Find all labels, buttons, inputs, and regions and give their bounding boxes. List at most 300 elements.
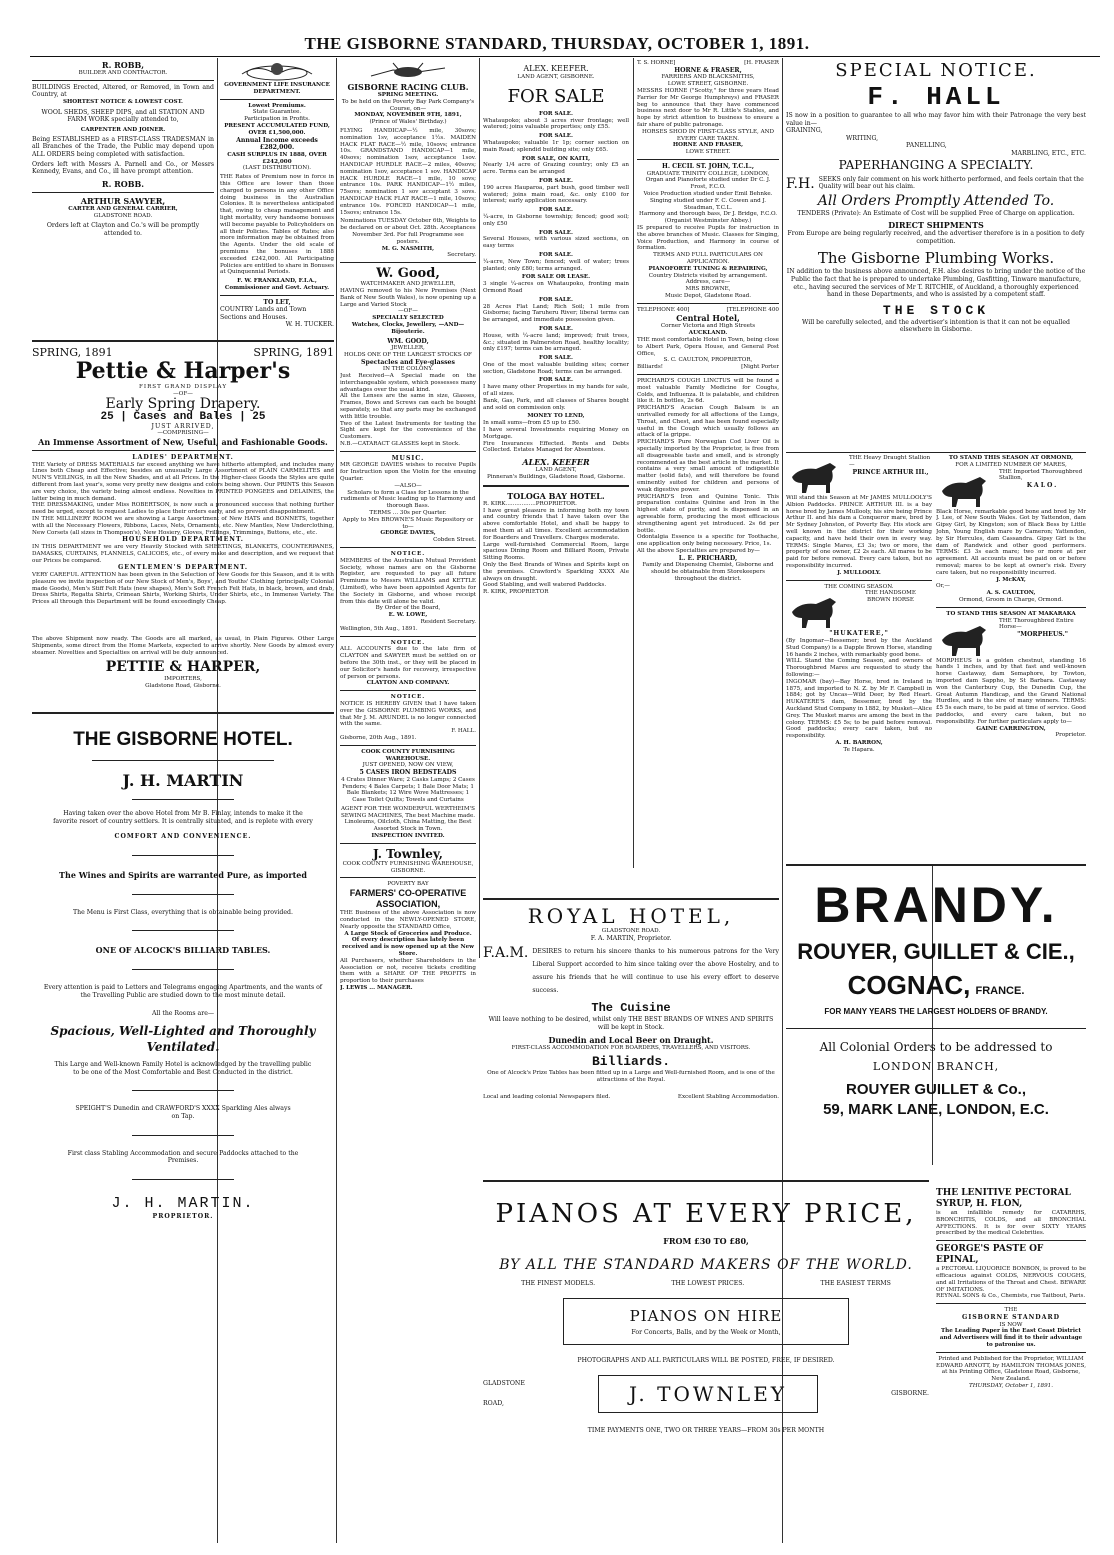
masthead-rule [30,56,1100,57]
prichard-text: All the above Specialties are prepared by— [637,547,760,554]
prichard-text: PRICHARD'S Pure Norwegian Cod Liver Oil is specially imported by the Proprietor, is free from all disagreeable taste and smell, and is strongly recommended as the best article in the market. It contains a very small amount of indigestible matter (solid fats), and will therefore be found eminently suited for children and persons of weak digestive power. [637,439,779,493]
listing-heading: FOR SALE OR LEASE. [521,274,591,281]
good-text: HAVING removed to his New Premises (Next Bank of New South Wales), is now opening up a Large and Varied Stock [340,287,476,308]
pa-intro: THE Heavy Draught Stallion— [849,455,931,468]
notice-signature: F. HALL. [451,728,476,735]
column-4 [637,60,779,870]
ch-porter: [Night Porter [741,364,779,371]
good-selected: SPECIALLY SELECTED [372,315,444,322]
brandy-holders: FOR MANY YEARS THE LARGEST HOLDERS OF BRANDY. [824,1007,1048,1016]
pianos-ad [483,1188,929,1540]
tolet-title: TO LET, [263,298,291,306]
brandy-address: 59, MARK LANE, LONDON, E.C. [823,1101,1049,1118]
brandy-title: BRANDY. [814,877,1058,933]
kalo-address: Ormond, Groom in Charge, Ormond. [958,596,1064,603]
tologa-signature: R. KIRK, PROPRIETOR [483,589,549,596]
column-rule [633,58,634,868]
ch-city: AUCKLAND. [688,330,728,337]
keefer-address: Pinneran's Buildings, Gladstone Road, Gisborne. [487,474,625,481]
horse-icon [786,457,844,495]
pa-title: PRINCE ARTHUR III., [852,468,929,476]
listing-text: Whataupoko; about 3 acres river frontage; well watered; joins valuable properties; only £55. [483,117,629,131]
ladies-heading: LADIES' DEPARTMENT. [132,453,234,461]
townley-title: J. Townley, [373,846,443,861]
coop-signature: J. LEWIS ... MANAGER. [340,985,413,992]
kalo-subtitle: FOR A LIMITED NUMBER OF MARES, [955,461,1067,468]
music-terms: TERMS ... 30s per Quarter. [369,510,447,517]
keefer-title: ALEX. KEEFER. [523,64,589,73]
column-rule [336,58,337,1543]
brandy-firm: ROUYER, GUILLET & CIE., [797,939,1075,964]
huk-title: THE COMING SEASON. [824,583,894,590]
pianos-hire-sub: For Concerts, Balls, and by the Week or Month, [631,1328,781,1336]
govt-body: THE Rates of Premium now in force in this Office are lower than those charged to persons in any other Office doing business in the Australian Colonies. It is nevertheless anticipated that, owing to cheap management and light mortality, very handsome bonuses will become payable to Policyholders on all their Policies. Tables of Rates; also more information may be obtained from the Agents. Under the old scale of premiums the bonuses in 1888 exceeded £242,000. All Participating Policies are entitled to share in Bonuses at Quinquennial Periods. [220,174,334,276]
good-colony: IN THE COLONY. [382,366,434,373]
ch-subtitle: Corner Victoria and High Streets [660,323,756,330]
hotel-title: THE GISBORNE HOTEL. [73,729,293,750]
listing-heading: FOR SALE. [539,325,573,332]
good-text: All the Lenses are the same in size, Glasses, Frames, Bows and Screws can each be bought separately, so that any parts may be exchanged with little trouble. [340,393,476,420]
good-title: W. Good, [376,266,440,282]
prince-hukatere-column [786,455,932,860]
ch-text: THE most comfortable Hotel in Town, being close to Albert Park, Opera House, and General Post Office, [637,337,779,357]
listing-heading: FOR SALE. [539,110,573,117]
hf-signature: HORNE AND FRASER, [672,142,744,149]
huk-subtitle: THE HANDSOME [865,590,916,597]
royal-text: DESIRES to return his sincere thanks to his numerous patrons for the Very Liberal Support accorded to him since taking over the above Hostelry, and to assure his friends that he will continue to use his every effort to deserve success. [532,948,779,995]
royal-title: ROYAL HOTEL, [527,904,735,928]
racing-nominations: Nominations TUESDAY October 6th, Weights to be declared on or about Oct. 28th. Acceptances November 3rd. For full Programme see posters. [340,218,476,245]
cecil-text: Harmony and thorough bass, Dr J. Bridge, F.C.O. (Organist Westminster Abbey.) [638,211,778,225]
gentlemen-text: VERY CAREFUL ATTENTION has been given in the Selection of New Goods for this Season, and it is with pleasure we invite inspection of our New Stock of Men's, Boys', and Youths' Clothing (principally Colonial made Goods), Men's Stiff Felt Hats (new shapes), Men's Soft French Felt Hats, in black, brown, and drab, Dress Shirts, Regatta Shirts, Crimean Shirts, Working Shirts, Under Shirts, etc., in Immense Variety. The Prices all through this Department will be found exceedingly Cheap. [32,571,334,606]
george-signature: REYNAL SONS & Co., Chemists, rue Taitbout, Paris. [936,1293,1086,1300]
cecil-text: Voice Production studied under Emil Behnke. [643,190,773,197]
pianos-hire: PIANOS ON HIRE [629,1306,783,1325]
huk-text: INGOMAR (bay)—Bay Horse, bred in Ireland in 1875, and imported to N. Z. by Mr F. Campbell in 1884; got by Uncas—Wild Deer, by Red Heart. HUKATERE'S dam, Bessemer, bred by the Auckland Stud Company in 1882, by Musket—Alice Grey. The Musket mares are among the best in the colony. TERMS: £5 5s; to be paid before removal. Good paddocks; every care taken, but no responsibility. [786,678,932,740]
sawyer-subtitle: CARTER AND GENERAL CARRIER, [68,205,178,212]
hall-initials: F.H. [786,175,815,192]
lenitive-text: is an infallible remedy for CATARRHS, BRONCHITIS, COLDS, and all BRONCHIAL AFFECTIONS. It is for over SIXTY YEARS prescribed by the medical Celebrities. [936,1210,1086,1237]
standard-title: GISBORNE STANDARD [962,1313,1060,1321]
racing-programme: FLYING HANDICAP—½ mile, 30sovs; nomination 1sv, acceptance 1½s. MAIDEN HACK FLAT RACE—½ mile, 10sovs; entrance 10s. GRANDSTAND HANDICAP—1 mile, 40sovs; nomination 1sov, acceptance 1sov. HANDICAP HURDLE RACE—2 miles, 40sovs; nomination 1sov, acceptance 1 sov. HANDICAP HACK HURDLE RACE—1 mile, 10 sovs; entrance 10s. PARK HANDICAP—1½ miles, 75sovs; nomination 1 sov acceptant 3 sovs. HANDICAP HACK FLAT RACE—1 mile, 10sovs; entrance 10s. FORCED HANDICAP—1 mile, 15sovs; entrance 15s. [340,127,476,216]
huk-address: Te Hapara. [843,746,875,753]
hotel-menu: The Menu is First Class, everything that is obtainable being provided. [73,908,293,916]
notice-date: Gisborne, 20th Aug., 1891. [340,734,417,741]
hall-tenders: TENDERS (Private): An Estimate of Cost will be supplied Free of Charge on application. [797,209,1075,217]
tolet-signature: W. H. TUCKER. [285,321,334,329]
hotel-proprietor-label: PROPRIETOR. [152,1212,214,1220]
hall-service: MARBLING, ETC., ETC. [1011,149,1086,157]
townley-subtitle: COOK COUNTY FURNISHING WAREHOUSE, GISBORNE. [342,860,474,874]
pettie-immense: An Immense Assortment of New, Useful, and Fashionable Goods. [38,436,328,447]
brandy-france: FRANCE. [975,985,1025,997]
robb-ad [32,60,214,345]
good-items: Watches, Clocks, Jewellery, —AND— Bijouterie. [351,321,465,335]
section-rule [786,452,1086,453]
imprint: Printed and Published for the Proprietor, WILLIAM EDWARD ARNOTT, by HAMILTON THOMAS JONES, at his Printing Office, Gladstone Road, Gisborne, New Zealand. [936,1355,1086,1383]
listing-heading: FOR SALE. [539,177,573,184]
listing-heading: FOR SALE. [539,296,573,303]
kalo-signature: J. McKAY, [996,576,1026,583]
coop-title: FARMERS' CO-OPERATIVE ASSOCIATION, [349,888,467,910]
hotel-stabling: First class Stabling Accommodation and secure Paddocks attached to the Premises. [67,1149,299,1165]
hall-title: F. HALL [867,82,1005,112]
pettie-harper-ad [32,346,334,634]
pianos-title: PIANOS AT EVERY PRICE, [495,1199,917,1229]
robb-text: Orders left with Messrs A. Parnell and Co., or Messrs Kennedy, Evans, and Co., ill have prompt attention. [32,160,214,176]
good-text: Two of the Latest Instruments for testing the Sight are kept for the convenience of the Customers. [340,420,476,441]
kalo-name: KALO. [1026,482,1059,490]
cook-opened: JUST OPENED, NOW ON VIEW, [362,762,454,769]
listing-text: Whataupoko; valuable 1r 1p; corner section on main Road; splendid building site; only £65. [483,139,629,153]
listing-heading: FOR SALE. [539,377,573,384]
listing-text: In small sums—from £5 up to £50. [483,420,581,427]
pettie-subtitle: FIRST GRAND DISPLAY [138,384,228,390]
millinery-text: IN THE MILLINERY ROOM we are showing a Large Assortment of New HATS and BONNETS, together with all the Necessary Flowers, Ribbons, Laces, Nets, Ornaments, etc. New Mantles, New Underclothing, New Corsets (all sizes in Thompson's), New Hosiery, Gloves, Frillings, Trimmings, Buttons, etc., etc. [32,515,334,536]
racing-emblem-icon [363,60,453,82]
hf-partner: [H. FRASER [744,60,779,66]
listing-text: I have many other Properties in my hands for sale, of all sizes. [483,384,629,398]
kalo-intro: THE Imported Thoroughbred Stallion, [999,468,1083,482]
keefer-listings [483,111,629,454]
pettie-early: Early Spring Drapery. [105,395,261,412]
pianos-feature: THE FINEST MODELS. [521,1280,596,1287]
cook-title: COOK COUNTY FURNISHING WAREHOUSE. [361,748,455,762]
spring-label: SPRING, 1891 [253,346,334,359]
section-rule [32,340,334,342]
kalo-or: Or,— [936,583,951,590]
hall-service: PANELLING, [906,142,947,150]
royal-beer: Dunedin and Local Beer on Draught. [548,1034,714,1045]
racing-text: To be held on the Poverty Bay Park Company's Course, on— [341,98,475,112]
column-2 [340,60,476,1542]
hotel-signature: J. H. MARTIN. [111,1194,255,1212]
govt-line: Annual Income exceeds £282,000. [236,136,318,152]
hf-partner: T. S. HORNE] [637,60,676,66]
govt-signature: F. W. FRANKLAND, F.I.A., Commissioner and Govt. Actuary. [224,278,330,291]
kalo-text: Black Horse, remarkable good bone and bred by Mr J. Lee, of New South Wales. Got by Yattendon, dam Gipsy Girl, by Kingston; son of Black Bess by Little John, Young English mare by Cameron; Yattendon, by Sir Hercules, dam Cassandra. Gipsy Girl is the dam of Randwick and other good performers. TERMS: £3 3s each mare; two or more at per agreement. All accounts must be paid on or before removal; mares to be kept at owner's risk. Every care taken, but no responsibility incurred. [936,508,1086,576]
cecil-text: Singing studied under F. C. Cowen and J. Steadman, T.C.L. [649,197,767,211]
cecil-address-label: Address, care— [685,279,731,286]
prichard-text: PRICHARD'S COUGH LINCTUS will be found a most valuable Family Medicine for Coughs, Colds, and Influenza. It is palatable, and children like it. In bottles, 2s 6d. [637,378,779,405]
music-text: Scholars to form a Class for Lessons in the rudiments of Music leading up to Harmony and thorough Bass. [340,489,476,510]
lenitive-title: THE LENITIVE PECTORAL SYRUP, H. FLON, [936,1188,1071,1209]
hotel-ales: SPEIGHT'S Dunedin and CRAWFORD'S XXXX Sparkling Ales always on Tap. [75,1105,291,1120]
robb-subtitle: BUILDER AND CONTRACTOR. [78,70,168,76]
robb-text: WOOL SHEDS, SHEEP DIPS, and all STATION AND FARM WORK specially attended to, [41,108,205,124]
pianos-feature: THE LOWEST PRICES. [671,1280,745,1287]
listing-text: 3 single ¼-acres on Whataupoko, fronting main Ormond Road [483,281,629,294]
pettie-of: —OF— [173,390,193,397]
racing-signature: M. G. NASMITH, [381,245,435,252]
music-address: Cobden Street. [433,537,476,544]
listing-heading: FOR SALE. [539,355,573,362]
music-also: —ALSO— [394,482,422,489]
racing-title: GISBORNE RACING CLUB. [347,82,469,92]
prichard-text: PRICHARD'S Iron and Quinine Tonic. This preparation contains Quinine and Iron in the highest state of purity, and is dispensed in an agreeable form, producing the most efficacious strengthening agent yet introduced. 2s 6d per bottle. [637,493,779,534]
hall-direct: DIRECT SHIPMENTS [888,220,984,231]
tologa-title: TOLOGA BAY HOTEL. [507,490,605,501]
cecil-terms: TERMS AND FULL PARTICULARS ON APPLICATION. [653,252,763,265]
huk-text: WILL Stand the Coming Season, and owners of Thoroughbred Mares are requested to study the following:— [786,658,932,678]
cecil-subtitle: GRADUATE TRINITY COLLEGE, LONDON, [646,170,770,177]
huk-text: (By Ingomar—Bessemer; bred by the Auckland Stud Company) is a Dapple Brown Horse, standing 16 hands 2 inches, with remarkably good bone. [786,637,932,658]
masthead: THE GISBORNE STANDARD, THURSDAY, OCTOBER 1, 1891. [304,34,810,53]
music-signature: GEORGE DAVIES, [380,530,436,537]
prichard-text: Odontalgia Essence is a specific for Toothache, one application only being necessary. Price, 1s. [637,534,779,548]
pettie-comprising: —COMPRISING— [157,430,209,437]
section-rule [483,898,779,900]
plumbing-text: IN addition to the business above announced, F.H. also desires to bring under the notice of the Public the fact that he is prepared to undertake Plumbing, Gasfitting, Tinware manufacture, etc., having secured the services of Mr T. RITCHIE, of Auckland, a thoroughly experienced hand in these Departments, and who is assisted by a competent staff. [786,268,1086,299]
royal-accommodation: FIRST-CLASS ACCOMMODATION FOR BOARDERS, TRAVELLERS, AND VISITORS. [511,1044,751,1051]
pianos-road: ROAD, [483,1399,504,1407]
pianos-gladstone: GLADSTONE [483,1380,525,1388]
royal-cuisine: The Cuisine [591,1001,671,1016]
notice-role: Resident Secretary. [420,618,476,625]
racing-text: (Prince of Wales' Birthday.) [369,119,447,126]
household-text: IN THIS DEPARTMENT we are very Heavily Stocked with SHEETINGS, BLANKETS, COUNTERPANES, DAMASKS, CURTAINS, FLANNELS, CALICOES, etc., of every make and description, and we request that our Prices be compared. [32,543,334,564]
cook-agent: AGENT FOR THE WONDERFUL WERTHEIM'S SEWING MACHINES, The best Machine made. [340,805,476,819]
household-heading: HOUSEHOLD DEPARTMENT. [122,536,244,544]
notice-text: MEMBERS of the Australian Mutual Provident Society, whose names are on the Gisborne Register, are requested to pay all future Premiums to Messrs WILLIAMS and KETTLE (Limited), who have been appointed Agents for the Society in Gisborne, and whose receipt from this date will alone be valid. [340,557,476,605]
hall-text: IS now in a position to guarantee to all who may favor him with their Patronage the very best value in— [786,112,1086,127]
stock-text: Will be carefully selected, and the advertiser's intention is that it can not be equalled elsewhere in Gisborne. [802,318,1070,334]
ch-signature: S. C. CAULTON, PROPRIETOR, [663,357,753,364]
morpheus-title: TO STAND THIS SEASON AT MAKARAKA [946,610,1076,617]
royal-proprietor: F. A. MARTIN, Proprietor. [590,934,672,942]
listing-text: 190 acres Hauparoa, part bush, good timber well watered; joins main road, &c. only £100 for interest; early application necessary. [483,184,629,205]
royal-billiards: Billiards. [591,1054,670,1070]
sawyer-title: ARTHUR SAWYER, [80,195,166,206]
column-rule [479,58,480,958]
good-of: —OF— [398,308,418,315]
listing-text: Fire Insurances Effected. Rents and Debts Collected. Estates Managed for Absentees. [483,440,629,454]
cook-list: 4 Crates Dinner Ware; 2 Casks Lamps; 2 Cases Fenders; 4 Bales Carpets; 1 Bale Door Mats; 1 Bale Blankets; 12 Wire Wove Mattresses; 1 Case Toilet Quilts; Towels and Curtains [341,776,475,804]
prichard-text: PRICHARD'S Acacian Cough Balsam is an unrivalled remedy for all affections of the Lungs, Throat, and Chest, and has been found especially useful in the Cough which usually follows an attack of la grippe. [637,405,779,439]
standard-text: The Leading Paper in the East Coast District and Advertisers will find it to their advantage to patronise us. [939,1328,1083,1348]
good-jeweller: JEWELLER, [391,345,425,352]
govt-line: (LAST DISTRIBUTION). [242,165,312,172]
pettie-importers: IMPORTERS, [164,676,202,683]
listing-text: I have several Investments requiring Money on Mortgage. [483,427,629,440]
good-subtitle: WATCHMAKER AND JEWELLER, [360,281,456,288]
robb-title: R. ROBB, [101,60,145,70]
ch-title: Central Hotel, [676,313,740,324]
hall-text: SEEKS only fair comment on his work hitherto performed, and feels certain that the Quality will bear out his claim. [818,175,1084,191]
huk-brown: BROWN HORSE [867,597,914,604]
standard-is-now: IS NOW [999,1321,1023,1328]
hall-text: From Europe are being regularly received, and the advertiser therefore is in a position to defy competition. [787,230,1085,245]
sawyer-address: GLADSTONE ROAD. [93,212,153,219]
tologa-text: Good Stabling, and well watered Paddocks. [483,582,607,589]
pa-signature: J. MULLOOLY. [837,569,881,576]
kalo-morpheus-column [936,455,1086,860]
kalo-title: TO STAND THIS SEASON AT ORMOND, [948,455,1074,461]
notice-signature: CLAYTON AND COMPANY. [366,680,450,687]
pianos-feature: THE EASIEST TERMS [820,1280,891,1287]
music-text: Apply to Mrs BROWNE'S Music Repository or to— [342,516,474,530]
cecil-country: Country Districts visited by arrangement. [648,272,768,279]
horse-icon [936,620,994,658]
ladies-text: THE Variety of DRESS MATERIALS far exceed anything we have hitherto attempted, and includes many Lines both Cheap and Effective; besides an unusually Large Assortment of PLAIN CARMELITES and NUN'S VEILINGS, in all the New Shades, and at all Prices. In the Higher-class Goods the Styles are quite different from last year's, some very pretty new designs and colors being shown. Our PRINTS this Season are very choice, the variety being almost endless. Novelties in PRINTED PONGEES and DELAINES, the latter being in much demand. [32,461,334,502]
pettie-cases: 25 | Cases and Bales | 25 [100,410,266,423]
racing-date: MONDAY, NOVEMBER 9TH, 1891, [354,112,462,119]
hf-signature-address: LOWE STREET. [685,149,731,156]
govt-insurance-ad [220,60,334,330]
notice-text: NOTICE IS HEREBY GIVEN that I have taken over the GISBORNE PLUMBING WORKS, and that Mr J. M. ARUNDEL is no longer connected with the same. [340,700,476,728]
cecil-browne: MRS BROWNE, [685,286,731,293]
cecil-text: IS prepared to receive Pupils for instruction in the above branches of Music. Classes for Singing, Voice Production, and Harmony in course of formation. [637,224,779,252]
george-title: GEORGE'S PASTE OF EPINAL, [936,1244,1044,1266]
brandy-cognac: COGNAC, [847,970,971,1000]
keefer-signature: ALEX. KEEFER [522,457,590,468]
pettie-address: Gladstone Road, Gisborne. [145,683,221,690]
cecil-depot: Music Depot, Gladstone Road. [664,292,752,299]
imprint-date: THURSDAY, October 1, 1891. [969,1382,1053,1389]
robb-text: Being ESTABLISHED as a FIRST-CLASS TRADESMAN in all Branches of the Trade, the Public may depend upon ALL ORDERS being completed with satisfaction. [32,135,214,158]
pa-text: Will stand this Season at Mr JAMES MULLOOLY'S Albion Paddocks. PRINCE ARTHUR III. is a bay horse bred by James Mullooly, his sire being Prince Arthur II. and his dam a Conqueror mare, bred by Mr Sydney Johnston, of Poverty Bay. His stock are well known in the district for their working capacity, and have held their own in every way. TERMS: Single Mares, £3 3s; two or more, the property of one owner, £2 2s each. All mares to be paid for before removal. Every care taken, but no responsibility incurred. [786,495,932,569]
notice-by: By Order of the Board, [375,605,441,612]
pianos-hire-box [563,1298,849,1346]
robb-text: CARPENTER AND JOINER. [80,126,166,133]
pettie-harper-footer [32,636,334,702]
horse-icon [786,592,844,630]
pianos-time-payments: TIME PAYMENTS ONE, TWO OR THREE YEARS—FROM 30s PER MONTH [587,1426,825,1434]
coop-text: THE Business of the above Association is now conducted in the NEWLY-OPENED STORE, Nearly opposite the STANDARD Office, [340,910,476,930]
hf-text: MESSRS HORNE ("Scotty," for three years Head Farrier for Mr George Humphreys) and FRASER beg to announce that they have commenced business next door to Mr R. Little's Stables, and hope by strict attention to business to ensure a fair share of public patronage. [637,87,779,128]
hotel-text: Having taken over the above Hotel from Mr B. Finlay, intends to make it the favorite resort of country settlers. It is centrally situated, and is replete with every [53,810,313,825]
govt-line: Lowest Premiums. [248,102,306,109]
morpheus-intro: THE Thoroughbred Entire Horse— [999,617,1074,631]
keefer-role: LAND AGENT, [535,467,577,474]
listing-heading: FOR SALE. [539,251,573,258]
shipment-text: The above Shipment now ready. The Goods are all marked, as usual, in Plain Figures. Other Large Shipments, some direct from the Home Markets, expected to arrive shortly. New Goods by almost every steamer. Novelties and Specialties on arrival will be duly announced. [32,636,334,656]
coop-poverty-bay: POVERTY BAY [387,881,429,888]
pianos-from: FROM £30 TO £80, [663,1236,749,1246]
tologa-text: I have great pleasure in informing both my town and country friends that I have taken over the above comfortable Hotel, and shall be happy to meet them at all times. Excellent accommodation for Boarders and Travellers. Charges moderate. [483,507,629,541]
morpheus-name: "MORPHEUS." [1017,631,1068,639]
brandy-ad [786,870,1086,1175]
robb-text: SHORTEST NOTICE & LOWEST COST. [62,98,183,105]
listing-text: Bank, Gas, Park, and all classes of Shares bought and sold on commission only. [483,397,629,411]
horse-icon [936,471,994,509]
racing-secretary: Secretary. [447,252,476,259]
listing-heading: MONEY TO LEND, [527,413,585,420]
dressmaking-text: THE DRESSMAKING, under Miss ROBERTSON, is now such a pronounced success that nothing further need be urged, except to request Ladies to place their orders early, and so prevent disappointment. [32,502,334,516]
royal-initials: F.A.M. [483,945,529,962]
notice-text: ALL ACCOUNTS due to the late firm of CLAYTON and SAWYER must be settled on or before the 30th inst., or they will be placed in our Solicitor's hands for recovery, irrespective of person or persons. [340,646,476,680]
section-rule [786,864,1086,866]
hf-address: LOWE STREET, GISBORNE. [667,81,749,88]
hall-orders: All Orders Promptly Attended To. [817,192,1055,209]
good-nb: N.B.—CATARACT GLASSES kept in Stock. [340,441,461,448]
stock-title: THE STOCK [882,302,990,318]
tologa-text: Large well-furnished Commercial Room, large spacious Dining Room and Billiard Room, Private Sitting Rooms. [483,541,629,562]
good-text: Just Received—A Special made on the interchangeable system, which possesses many advantages over the usual kind. [340,373,476,393]
listing-heading: FOR SALE. [539,207,573,214]
cook-cases: 5 CASES IRON BEDSTEADS [359,769,457,777]
listing-text: One of the most valuable building sites; corner section, Gladstone Road; terms can be arranged. [483,361,629,375]
hotel-comfort: COMFORT AND CONVENIENCE. [114,833,252,841]
keefer-forsale: FOR SALE [507,85,605,107]
huk-signature: A. H. BARRON, [835,739,883,746]
robb-signature: R. ROBB. [101,178,145,189]
good-holds: HOLDS ONE OF THE LARGEST STOCKS OF [344,351,472,358]
brandy-firm-london: ROUYER GUILLET & Co., [846,1081,1026,1098]
listing-text: House, with ¼-acre land; improved; fruit trees, &c.; situated in Palmerston Road, healthy locality; only £197; terms can be arranged. [483,332,629,353]
ch-telephone: [TELEPHONE 400 [726,306,779,313]
hall-paperhanging: PAPERHANGING A SPECIALTY. [838,157,1034,172]
hall-service: WRITING, [846,134,879,142]
huk-name: "HUKATERE," [829,630,889,638]
brandy-orders: All Colonial Orders to be addressed to [819,1040,1053,1054]
royal-newspapers: Local and leading colonial Newspapers filed. [483,1093,611,1100]
hotel-family: This Large and Well-known Family Hotel is acknowledged by the travelling public to be one of the Most Comfortable and Best Conducted in the district. [54,1061,312,1076]
royal-text: One of Alcock's Prize Tables has been fitted up in a Large and Well-furnished Room, and is one of the attractions of the Royal. [487,1070,775,1084]
listing-text: Several Houses, with various sized sections, on easy terms [483,236,629,250]
notice-title: NOTICE. [390,694,426,701]
tolet-body: COUNTRY Lands and Town Sections and Houses. [220,306,307,321]
racing-subtitle: SPRING MEETING. [377,92,439,98]
pettie-arrived: JUST ARRIVED, [151,422,215,430]
insurance-emblem-icon [232,60,322,82]
listing-text: ¼-acre, New Town; fenced; well of water; trees planted; only £80; terms arranged. [483,258,629,272]
special-title: SPECIAL NOTICE. [835,60,1037,81]
govt-line: PRESENT ACCUMULATED FUND, OVER £1,500,000. [224,122,330,136]
music-text: MR GEORGE DAVIES wishes to receive Pupils for Instruction upon the Violin for the ensuing Quarter. [340,462,476,483]
hf-subtitle: FARRIERS AND BLACKSMITHS, [661,74,755,81]
right-footer-column [936,1188,1086,1540]
coop-text: A Large Stock of Groceries and Produce. Of every description has lately been received and is now opened up at the New Store. [341,930,474,958]
prichard-text: Family and Dispensing Chemist, Gisborne and should be obtainable from Storekeepers throughout the district. [642,562,774,582]
sawyer-note: Orders left at Clayton and Co.'s will be promptly attended to. [46,222,200,237]
pianos-photos: PHOTOGRAPHS AND ALL PARTICULARS WILL BE POSTED, FREE, IF DESIRED. [577,1357,835,1365]
morpheus-role: Proprietor. [1055,732,1086,739]
keefer-column [483,60,629,895]
morpheus-text: MORPHEUS is a golden chestnut, standing 16 hands 1 inches, and by that fast and well-known horse Castaway, dam Semaphore, by Towton, imported dam Sappho, by St Barbara. Castaway won the Canterbury Cup, the Dunedin Cup, the Great Autumn Handicap, and the Grand National Hurdles, and is the sire of many winners. TERMS: £5 5s each mare, to be paid at time of service. Good paddocks, and every care taken, but no responsibility. For further particulars apply to— [936,657,1086,725]
cecil-text: Organ and Pianoforte studied under Dr C. J. Frost, F.C.O. [645,177,771,191]
hotel-billiard: ONE OF ALCOCK'S BILLIARD TABLES. [95,945,271,956]
govt-line: CASH SURPLUS IN 1888, OVER £242,000 [227,151,327,165]
hotel-spacious: Spacious, Well-Lighted and Thoroughly Ventilated. [50,1024,316,1055]
hall-service: GRAINING, [786,127,823,135]
tologa-proprietor: R. KIRK.................PROPRIETOR. [483,500,577,507]
tologa-text: Only the Best Brands of Wines and Spirits kept on the premises. Crawford's Sparkling XXXX Ale always on draught. [483,562,629,582]
cecil-tuning: PIANOFORTE TUNING & REPAIRING, [648,265,768,272]
gentlemen-heading: GENTLEMEN'S DEPARTMENT. [118,564,248,572]
gisborne-hotel-ad [32,720,334,1542]
hf-title: HORNE & FRASER, [674,66,742,74]
hotel-wines: The Wines and Spirits are warranted Pure, as imported [59,869,307,880]
kalo-signature: A. S. CAULTON, [986,590,1036,597]
royal-text: Will leave nothing to be desired, whilst only THE BEST BRANDS OF WINES AND SPIRITS will be kept in Stock. [488,1016,774,1031]
robb-text: BUILDINGS Erected, Altered, or Removed, in Town and Country, at [32,83,214,99]
pianos-townley: J. TOWNLEY [598,1375,818,1413]
notice-title: NOTICE. [390,639,426,646]
pianos-gisborne: GISBORNE. [891,1389,929,1397]
keefer-subtitle: LAND AGENT, GISBORNE. [517,74,595,80]
coop-text: All Purchasers, whether Shareholders in the Association or not, receive tickets crediting them with a SHARE OF THE PROFITS in proportion to their purchases [340,957,476,985]
listing-heading: FOR SALE, ON KAITI, [521,155,591,162]
prichard-signature: L. E. PRICHARD, [678,554,738,562]
cook-invite: INSPECTION INVITED. [371,833,445,840]
pettie-title: Pettie & Harper's [75,358,291,384]
morpheus-signature: GAINE CARRINGTON, [976,725,1046,732]
notice-date: Wellington, 5th Aug., 1891. [340,625,418,632]
listing-text: Nearly 1/4 acre of Grazing country; only £5 an acre. Terms can be arranged [483,162,629,176]
royal-hotel-ad [483,904,779,1208]
standard-the: THE [1004,1307,1018,1314]
